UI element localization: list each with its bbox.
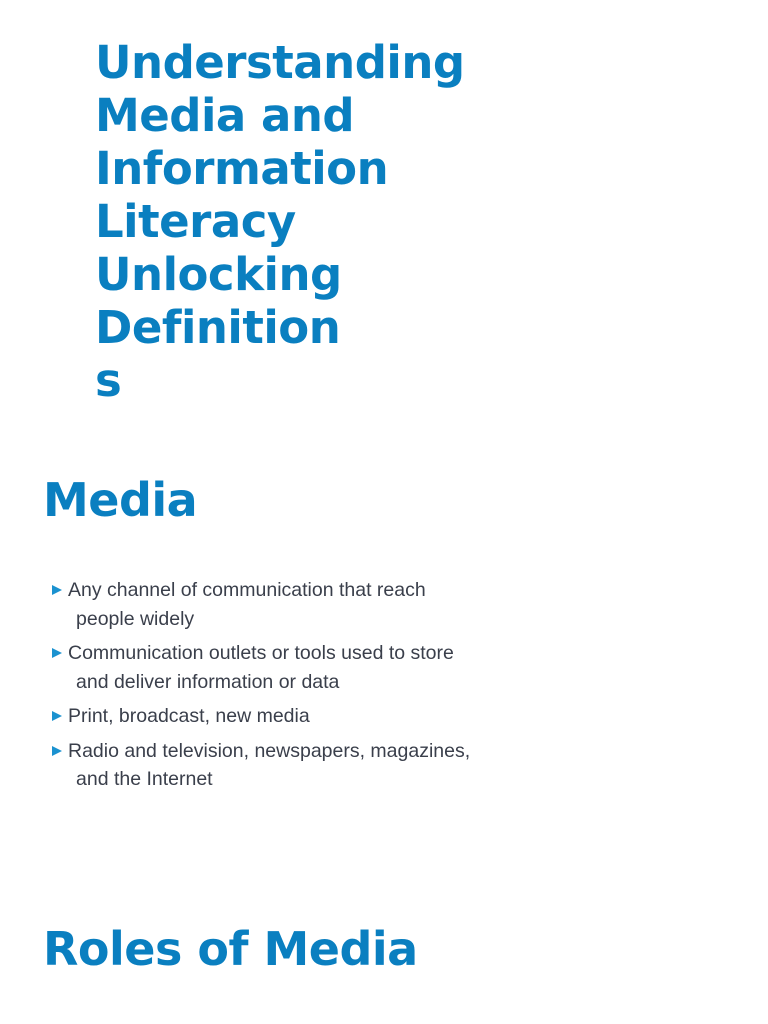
media-definition-list	[52, 576, 512, 800]
bullet-text-line: people widely	[76, 607, 195, 630]
triangle-right-icon	[52, 711, 62, 721]
triangle-right-icon	[52, 648, 62, 658]
title-line: Understanding	[95, 36, 465, 89]
list-item	[52, 639, 512, 696]
bullet-text-line: Radio and television, newspapers, magazines,	[68, 739, 471, 762]
title-line: Literacy	[95, 195, 296, 248]
triangle-right-icon	[52, 746, 62, 756]
list-item	[52, 737, 512, 794]
title-line: Unlocking	[95, 248, 342, 301]
bullet-text-line: Any channel of communication that reach	[68, 579, 426, 601]
section-heading-roles-of-media: Roles of Media	[43, 922, 418, 976]
document-title	[95, 36, 475, 407]
title-line: Definition	[95, 301, 341, 354]
list-item	[52, 576, 512, 633]
bullet-text-line: and deliver information or data	[76, 670, 340, 693]
bullet-text-line: Communication outlets or tools used to store	[68, 642, 454, 664]
list-item	[52, 702, 512, 731]
section-heading-media: Media	[43, 473, 198, 527]
title-line: Media and	[95, 89, 355, 142]
title-line: Information	[95, 142, 389, 195]
bullet-text-line: Print, broadcast, new media	[68, 705, 310, 727]
title-line: s	[95, 354, 122, 407]
bullet-text-line: and the Internet	[76, 768, 213, 790]
triangle-right-icon	[52, 585, 62, 595]
